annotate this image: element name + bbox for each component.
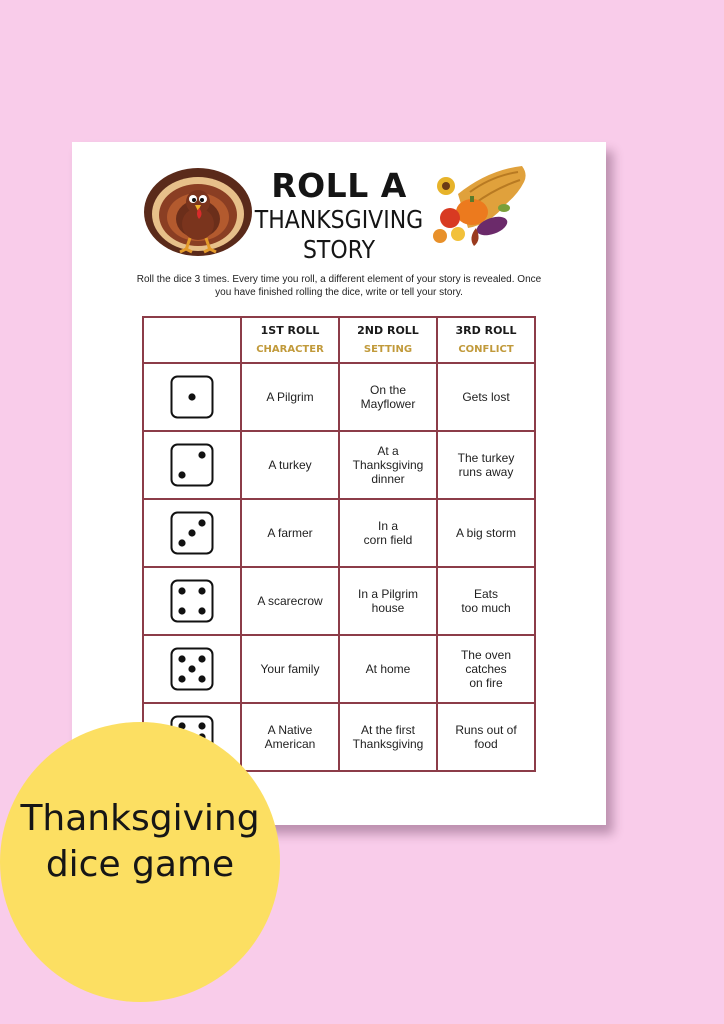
setting-cell — [339, 363, 437, 431]
setting-text: At the first Thanksgiving — [352, 723, 424, 751]
character-cell — [241, 635, 339, 703]
character-text: Your family — [260, 662, 320, 676]
title-roll-a: ROLL A — [271, 166, 407, 205]
conflict-text: Gets lost — [462, 390, 510, 404]
character-cell — [241, 431, 339, 499]
setting-text: At a Thanksgiving dinner — [352, 444, 424, 486]
setting-cell — [339, 703, 437, 771]
conflict-cell — [437, 363, 535, 431]
table-row — [143, 567, 535, 635]
die-face-2-icon — [170, 443, 214, 487]
character-cell — [241, 363, 339, 431]
setting-text: On the Mayflower — [360, 383, 416, 411]
category-label: CHARACTER — [256, 343, 324, 355]
instructions-text: Roll the dice 3 times. Every time you roll, a different element of your story is revealed. Once you have finished rolling the dice, write or tell your story. — [136, 274, 542, 298]
die-cell — [143, 431, 241, 499]
table-row — [143, 363, 535, 431]
die-cell — [143, 635, 241, 703]
character-text: A scarecrow — [257, 594, 323, 608]
setting-cell — [339, 499, 437, 567]
die-face-5-icon — [170, 647, 214, 691]
die-cell — [143, 363, 241, 431]
setting-text: In a corn field — [363, 519, 413, 547]
promo-badge — [0, 722, 280, 1002]
setting-cell — [339, 431, 437, 499]
die-cell — [143, 567, 241, 635]
conflict-text: The oven catches on fire — [460, 648, 512, 690]
character-cell — [241, 567, 339, 635]
conflict-text: Runs out of food — [455, 723, 517, 751]
conflict-text: The turkey runs away — [457, 451, 515, 479]
category-label: CONFLICT — [458, 343, 514, 355]
character-cell — [241, 499, 339, 567]
setting-text: In a Pilgrim house — [357, 587, 419, 615]
header-empty-cell — [143, 317, 241, 363]
roll-label: 3RD ROLL — [455, 323, 517, 337]
story-table — [142, 316, 536, 772]
conflict-cell — [437, 703, 535, 771]
die-face-3-icon — [170, 511, 214, 555]
character-text: A turkey — [268, 458, 312, 472]
setting-cell — [339, 567, 437, 635]
roll-label: 2ND ROLL — [357, 323, 419, 337]
header-2nd-roll — [339, 317, 437, 363]
die-face-1-icon — [170, 375, 214, 419]
table-row — [143, 431, 535, 499]
setting-cell — [339, 635, 437, 703]
table-header-row — [143, 317, 535, 363]
conflict-cell — [437, 635, 535, 703]
conflict-cell — [437, 567, 535, 635]
conflict-text: Eats too much — [461, 587, 511, 615]
conflict-text: A big storm — [455, 526, 517, 540]
character-cell — [241, 703, 339, 771]
character-text: A Native American — [264, 723, 316, 751]
roll-label: 1ST ROLL — [260, 323, 320, 337]
die-face-4-icon — [170, 579, 214, 623]
table-row — [143, 499, 535, 567]
header-3rd-roll — [437, 317, 535, 363]
conflict-cell — [437, 499, 535, 567]
conflict-cell — [437, 431, 535, 499]
die-cell — [143, 499, 241, 567]
title-thanksgiving: THANKSGIVING — [254, 206, 424, 235]
table-row — [143, 635, 535, 703]
category-label: SETTING — [363, 343, 413, 355]
header-1st-roll — [241, 317, 339, 363]
title-story: STORY — [302, 236, 376, 265]
character-text: A Pilgrim — [266, 390, 314, 404]
badge-text: Thanksgiving dice game — [20, 798, 260, 885]
character-text: A farmer — [267, 526, 313, 540]
setting-text: At home — [365, 662, 411, 676]
cornucopia-icon — [428, 164, 532, 250]
